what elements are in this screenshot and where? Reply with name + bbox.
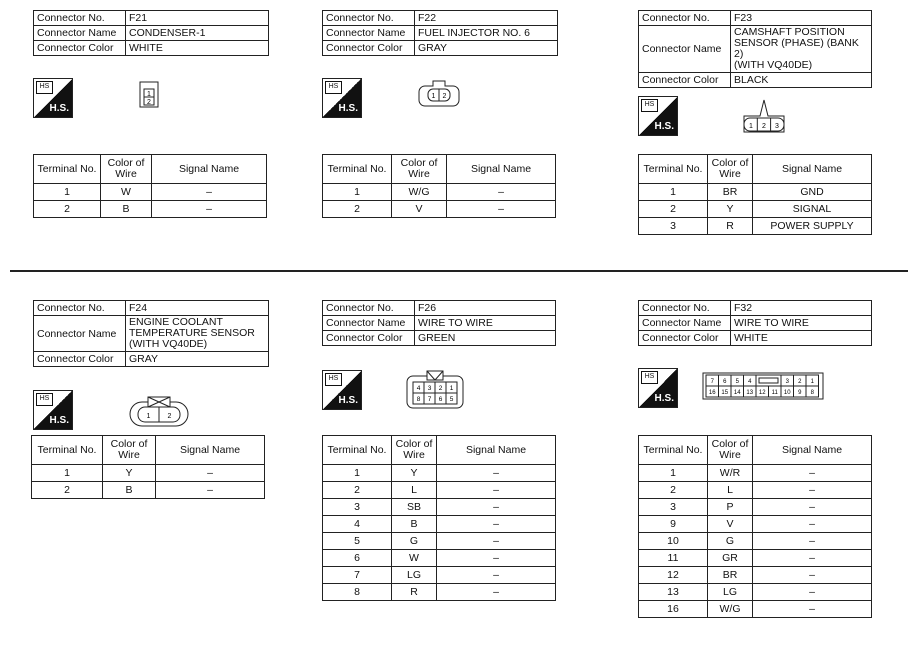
connector-name-label: Connector Name [639, 316, 731, 331]
section-divider [10, 270, 908, 272]
connector-no-value: F32 [731, 301, 872, 316]
table-row [323, 567, 556, 584]
connector-diagram-f22 [417, 78, 461, 110]
table-row [323, 482, 556, 499]
table-row [639, 533, 872, 550]
connector-color-value: BLACK [731, 73, 872, 88]
terminal-cell: 2 [323, 482, 392, 499]
signal-cell: – [437, 482, 556, 499]
table-row [639, 465, 872, 482]
pin-label: 4 [748, 379, 752, 385]
connector-diagram-f26 [405, 370, 465, 410]
terminal-no-header: Terminal No. [639, 155, 708, 184]
pin-label: 3 [785, 379, 789, 385]
connector-info-table [322, 300, 556, 346]
connector-diagram-f32 [702, 371, 824, 401]
terminal-cell: 2 [639, 201, 708, 218]
pin-label: 16 [708, 390, 716, 396]
connector-name-value: FUEL INJECTOR NO. 6 [415, 26, 558, 41]
table-row [323, 184, 556, 201]
pin-label: 10 [783, 390, 791, 396]
signal-name-header: Signal Name [437, 436, 556, 465]
hs-badge-label: H.S. [49, 103, 69, 114]
wire-color-cell: BR [708, 567, 753, 584]
pin-label: 3 [427, 385, 432, 392]
pin-label: 1 [431, 93, 436, 100]
terminal-table-f22 [322, 154, 556, 218]
pin-label: 1 [147, 91, 151, 98]
table-row [639, 584, 872, 601]
connector-no-value: F23 [731, 11, 872, 26]
color-of-wire-header: Color of Wire [103, 436, 156, 465]
wire-color-cell: LG [708, 584, 753, 601]
wire-color-cell: SB [392, 499, 437, 516]
terminal-cell: 1 [34, 184, 101, 201]
wire-color-cell: P [708, 499, 753, 516]
pin-label: 5 [449, 396, 454, 403]
hs-icon: HS H.S. [638, 96, 678, 136]
pin-label: 7 [710, 379, 714, 385]
table-row [323, 201, 556, 218]
connector-name-value: WIRE TO WIRE [415, 316, 556, 331]
wire-color-cell: BR [708, 184, 753, 201]
signal-name-header: Signal Name [753, 436, 872, 465]
connector-no-value: F21 [126, 11, 269, 26]
connector-no-label: Connector No. [34, 301, 126, 316]
wire-color-cell: R [708, 218, 753, 235]
connector-color-value: WHITE [126, 41, 269, 56]
connector-color-value: GRAY [415, 41, 558, 56]
table-row [323, 584, 556, 601]
terminal-cell: 2 [323, 201, 392, 218]
wire-color-cell: W/R [708, 465, 753, 482]
terminal-cell: 4 [323, 516, 392, 533]
color-of-wire-header: Color of Wire [392, 155, 447, 184]
signal-cell: – [753, 550, 872, 567]
signal-cell: – [437, 533, 556, 550]
connector-name-label: Connector Name [34, 26, 126, 41]
table-row [323, 465, 556, 482]
signal-cell: – [152, 201, 267, 218]
terminal-cell: 11 [639, 550, 708, 567]
table-row [639, 482, 872, 499]
signal-cell: – [447, 184, 556, 201]
terminal-table-f21 [33, 154, 267, 218]
pin-label: 7 [427, 396, 432, 403]
table-row [32, 482, 265, 499]
table-row [323, 550, 556, 567]
hs-badge-label: H.S. [338, 103, 358, 114]
wire-color-cell: V [392, 201, 447, 218]
terminal-cell: 3 [639, 499, 708, 516]
signal-cell: – [753, 601, 872, 618]
pin-label: 2 [762, 123, 766, 130]
signal-cell: – [447, 201, 556, 218]
wire-color-cell: Y [708, 201, 753, 218]
table-row [639, 601, 872, 618]
color-of-wire-header: Color of Wire [392, 436, 437, 465]
pin-label: 8 [416, 396, 421, 403]
table-row [34, 201, 267, 218]
connector-color-value: GRAY [126, 352, 269, 367]
wire-color-cell: W/G [392, 184, 447, 201]
terminal-no-header: Terminal No. [34, 155, 101, 184]
connector-info-table [33, 300, 269, 367]
terminal-table-f26 [322, 435, 556, 601]
wire-color-cell: G [708, 533, 753, 550]
terminal-cell: 2 [34, 201, 101, 218]
connector-name-label: Connector Name [639, 26, 731, 73]
connector-color-label: Connector Color [639, 73, 731, 88]
signal-cell: – [753, 465, 872, 482]
wire-color-cell: W/G [708, 601, 753, 618]
terminal-cell: 1 [323, 184, 392, 201]
signal-cell: – [156, 482, 265, 499]
color-of-wire-header: Color of Wire [708, 436, 753, 465]
pin-label: 8 [810, 390, 814, 396]
connector-no-label: Connector No. [639, 301, 731, 316]
terminal-cell: 8 [323, 584, 392, 601]
signal-name-header: Signal Name [156, 436, 265, 465]
wire-color-cell: B [103, 482, 156, 499]
table-row [639, 184, 872, 201]
wire-color-cell: R [392, 584, 437, 601]
pin-label: 12 [758, 390, 766, 396]
connector-diagram-f24 [128, 396, 190, 430]
connector-name-value: CAMSHAFT POSITION SENSOR (PHASE) (BANK 2) (WITH VQ40DE) [731, 26, 872, 73]
table-row [639, 201, 872, 218]
pin-label: 2 [798, 379, 802, 385]
table-row [639, 567, 872, 584]
terminal-cell: 5 [323, 533, 392, 550]
pin-label: 2 [442, 93, 447, 100]
connector-color-value: WHITE [731, 331, 872, 346]
signal-cell: GND [753, 184, 872, 201]
connector-name-value: CONDENSER-1 [126, 26, 269, 41]
connector-diagram-f21 [137, 80, 161, 110]
pin-grid [706, 375, 819, 397]
wire-color-cell: V [708, 516, 753, 533]
connector-no-label: Connector No. [323, 301, 415, 316]
terminal-cell: 10 [639, 533, 708, 550]
table-row [34, 184, 267, 201]
pin-label: 2 [147, 99, 151, 106]
wire-color-cell: Y [103, 465, 156, 482]
table-row [639, 499, 872, 516]
signal-cell: – [753, 567, 872, 584]
signal-cell: – [437, 516, 556, 533]
terminal-no-header: Terminal No. [32, 436, 103, 465]
signal-cell: – [437, 499, 556, 516]
terminal-no-header: Terminal No. [639, 436, 708, 465]
pin-label: 15 [721, 390, 729, 396]
terminal-table-f23 [638, 154, 872, 235]
connector-name-label: Connector Name [323, 316, 415, 331]
pin-label: 11 [771, 390, 778, 396]
connector-color-label: Connector Color [34, 41, 126, 56]
signal-cell: POWER SUPPLY [753, 218, 872, 235]
terminal-table-f32 [638, 435, 872, 618]
hs-badge-label: H.S. [654, 393, 674, 404]
table-row [639, 550, 872, 567]
pin-label: 9 [798, 390, 802, 396]
hs-icon: HS H.S. [322, 370, 362, 410]
connector-color-label: Connector Color [323, 331, 415, 346]
terminal-no-header: Terminal No. [323, 155, 392, 184]
hs-badge-label: H.S. [338, 395, 358, 406]
terminal-cell: 3 [323, 499, 392, 516]
pin-label: 6 [723, 379, 727, 385]
wire-color-cell: L [708, 482, 753, 499]
connector-diagram-f23 [738, 96, 790, 136]
terminal-cell: 3 [639, 218, 708, 235]
table-row [323, 533, 556, 550]
signal-name-header: Signal Name [753, 155, 872, 184]
terminal-cell: 1 [32, 465, 103, 482]
signal-cell: – [753, 516, 872, 533]
terminal-cell: 9 [639, 516, 708, 533]
color-of-wire-header: Color of Wire [708, 155, 753, 184]
signal-cell: – [753, 584, 872, 601]
pin-label: 1 [449, 385, 454, 392]
terminal-cell: 12 [639, 567, 708, 584]
connector-color-value: GREEN [415, 331, 556, 346]
connector-no-label: Connector No. [639, 11, 731, 26]
wire-color-cell: L [392, 482, 437, 499]
wire-color-cell: B [392, 516, 437, 533]
pin-label: 14 [733, 390, 741, 396]
signal-cell: – [437, 584, 556, 601]
terminal-cell: 2 [639, 482, 708, 499]
pin-label: 1 [810, 379, 814, 385]
wire-color-cell: G [392, 533, 437, 550]
hs-badge-label: H.S. [49, 415, 69, 426]
connector-name-label: Connector Name [34, 316, 126, 352]
wire-color-cell: B [101, 201, 152, 218]
hs-icon: HS H.S. [33, 390, 73, 430]
terminal-table-f24 [31, 435, 265, 499]
table-row [639, 218, 872, 235]
pin-label: 3 [775, 123, 779, 130]
connector-info-table [638, 10, 872, 88]
connector-color-label: Connector Color [323, 41, 415, 56]
connector-no-value: F24 [126, 301, 269, 316]
terminal-cell: 2 [32, 482, 103, 499]
connector-name-value: ENGINE COOLANT TEMPERATURE SENSOR (WITH VQ40DE) [126, 316, 269, 352]
connector-info-table [33, 10, 269, 56]
connector-no-label: Connector No. [34, 11, 126, 26]
wire-color-cell: GR [708, 550, 753, 567]
connector-name-value: WIRE TO WIRE [731, 316, 872, 331]
connector-no-value: F26 [415, 301, 556, 316]
table-row [639, 516, 872, 533]
signal-cell: – [156, 465, 265, 482]
connector-info-table [322, 10, 558, 56]
connector-no-label: Connector No. [323, 11, 415, 26]
pin-label: 1 [749, 123, 753, 130]
pin-label: 13 [746, 390, 754, 396]
pin-grid [413, 382, 457, 404]
terminal-cell: 6 [323, 550, 392, 567]
color-of-wire-header: Color of Wire [101, 155, 152, 184]
table-row [323, 499, 556, 516]
hs-icon: HS H.S. [638, 368, 678, 408]
key-slot [759, 378, 778, 383]
terminal-cell: 13 [639, 584, 708, 601]
terminal-no-header: Terminal No. [323, 436, 392, 465]
hs-badge-label: H.S. [654, 121, 674, 132]
pin-label: 4 [416, 385, 421, 392]
pin-label: 1 [146, 413, 151, 420]
wire-color-cell: LG [392, 567, 437, 584]
signal-cell: – [753, 533, 872, 550]
terminal-cell: 1 [639, 465, 708, 482]
signal-cell: – [152, 184, 267, 201]
connector-info-table [638, 300, 872, 346]
hs-icon: HS H.S. [322, 78, 362, 118]
signal-cell: – [437, 465, 556, 482]
terminal-cell: 1 [639, 184, 708, 201]
table-row [32, 465, 265, 482]
terminal-cell: 16 [639, 601, 708, 618]
terminal-cell: 7 [323, 567, 392, 584]
terminal-cell: 1 [323, 465, 392, 482]
signal-name-header: Signal Name [447, 155, 556, 184]
connector-name-label: Connector Name [323, 26, 415, 41]
pin-label: 2 [438, 385, 443, 392]
pin-label: 6 [438, 396, 443, 403]
connector-no-value: F22 [415, 11, 558, 26]
signal-cell: SIGNAL [753, 201, 872, 218]
table-row [323, 516, 556, 533]
signal-cell: – [437, 567, 556, 584]
connector-color-label: Connector Color [639, 331, 731, 346]
hs-icon: HS H.S. [33, 78, 73, 118]
signal-cell: – [753, 482, 872, 499]
wire-color-cell: W [101, 184, 152, 201]
wire-color-cell: W [392, 550, 437, 567]
wire-color-cell: Y [392, 465, 437, 482]
signal-cell: – [437, 550, 556, 567]
signal-name-header: Signal Name [152, 155, 267, 184]
signal-cell: – [753, 499, 872, 516]
connector-color-label: Connector Color [34, 352, 126, 367]
pin-label: 2 [167, 413, 172, 420]
pin-label: 5 [735, 379, 739, 385]
